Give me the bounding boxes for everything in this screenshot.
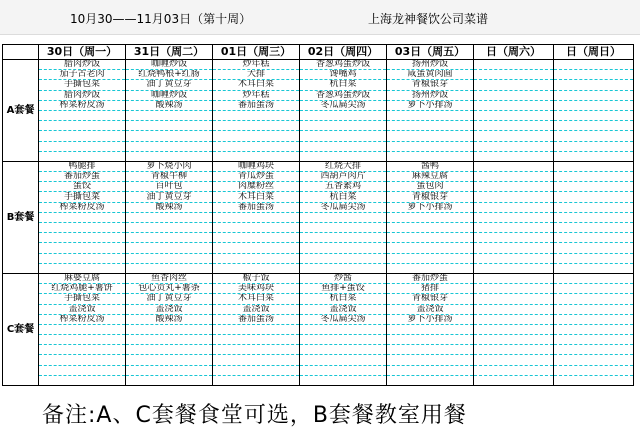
dish-cell [474,335,554,345]
dish-cell: 鱼香肉丝 [126,273,213,283]
table-row [3,365,634,375]
dish-cell: 杭白菜 [300,80,387,90]
dish-cell [300,365,387,375]
dish-cell [126,324,213,334]
dish-cell [387,243,474,253]
dish-cell [474,90,554,100]
table-row [3,100,634,110]
dish-cell [300,355,387,365]
menu-table [2,44,634,386]
dish-cell [387,141,474,151]
table-row [3,294,634,304]
dish-cell: 青椒银芽 [387,294,474,304]
dish-cell [474,212,554,222]
table-row [3,223,634,233]
dish-cell [39,335,126,345]
dish-cell [474,80,554,90]
table-row [3,273,634,283]
dish-cell [474,192,554,202]
dish-cell: 冬瓜扁尖汤 [300,202,387,212]
dish-cell: 榨菜粉皮汤 [39,314,126,324]
dish-cell [474,141,554,151]
dish-cell: 酸辣汤 [126,314,213,324]
dish-cell [387,212,474,222]
dish-cell: 茄子古老肉 [39,70,126,80]
table-row [3,110,634,120]
day-header: 30日（周一） [39,45,126,60]
dish-cell: 咖喱炒饭 [126,90,213,100]
dish-cell: 香葱鸡蛋炒饭 [300,60,387,70]
dish-cell [474,110,554,120]
dish-cell [474,60,554,70]
dish-cell [554,110,634,120]
dish-cell [387,110,474,120]
dish-cell: 油丁黄豆芽 [126,294,213,304]
dish-cell [554,100,634,110]
dish-cell [387,233,474,243]
dish-cell [300,223,387,233]
dish-cell: 肉糜粉丝 [213,182,300,192]
dish-cell [39,345,126,355]
day-header: 31日（周二） [126,45,213,60]
dish-cell [554,284,634,294]
dish-cell: 扬州炒饭 [387,90,474,100]
dish-cell [39,253,126,263]
table-row [3,335,634,345]
day-header: 日（周六） [474,45,554,60]
dish-cell: 酸辣汤 [126,100,213,110]
company-title: 上海龙神餐饮公司菜谱 [368,12,489,26]
dish-cell [300,121,387,131]
dish-cell [554,243,634,253]
dish-cell [387,151,474,161]
dish-cell: 萝卜小排汤 [387,100,474,110]
dish-cell [474,182,554,192]
dish-cell: 红烧鸡腿+薯饼 [39,284,126,294]
sheet-header [0,0,640,35]
dish-cell [300,324,387,334]
dish-cell [126,365,213,375]
dish-cell [387,121,474,131]
dish-cell [554,182,634,192]
dish-cell: 炒年糕 [213,90,300,100]
dish-cell [554,345,634,355]
dish-cell: 包心贡丸+薯条 [126,284,213,294]
dish-cell: 大排 [213,70,300,80]
dish-cell [213,110,300,120]
dish-cell [39,324,126,334]
dish-cell [126,151,213,161]
table-row [3,263,634,273]
dish-cell [213,263,300,273]
table-row [3,253,634,263]
dish-cell [474,355,554,365]
dish-cell [300,253,387,263]
dish-cell [474,100,554,110]
dish-cell [554,121,634,131]
dish-cell [387,263,474,273]
table-row [3,131,634,141]
dish-cell [554,192,634,202]
dish-cell [474,284,554,294]
dish-cell [126,263,213,273]
dish-cell [213,324,300,334]
dish-cell [554,223,634,233]
table-row [3,60,634,70]
dish-cell [474,121,554,131]
dish-cell: 青椒银芽 [387,192,474,202]
dish-cell [213,121,300,131]
dish-cell [554,375,634,385]
dish-cell [39,151,126,161]
dish-cell: 蛋饺 [39,182,126,192]
dish-cell [474,294,554,304]
dish-cell: 椒子饭 [213,273,300,283]
dish-cell [300,151,387,161]
dish-cell [474,253,554,263]
dish-cell [213,365,300,375]
dish-cell [126,335,213,345]
dish-cell [474,70,554,80]
dish-cell: 咖喱炒饭 [126,60,213,70]
dish-cell [213,233,300,243]
dish-cell [126,110,213,120]
dish-cell [474,172,554,182]
table-row [3,314,634,324]
dish-cell [387,223,474,233]
dish-cell [39,110,126,120]
dish-cell: 猪排 [387,284,474,294]
dish-cell [213,131,300,141]
dish-cell [300,263,387,273]
dish-cell [126,223,213,233]
dish-cell: 腊肉炒饭 [39,90,126,100]
dish-cell [554,161,634,171]
dish-cell: 番茄炒蛋 [39,172,126,182]
dish-cell [213,212,300,222]
dish-cell [39,365,126,375]
dish-cell: 馋嘴鸡 [300,70,387,80]
dish-cell: 番茄蛋汤 [213,314,300,324]
dish-cell: 蛋包肉 [387,182,474,192]
table-row [3,284,634,294]
day-header: 日（周日） [554,45,634,60]
dish-cell [554,151,634,161]
dish-cell: 美味鸡块 [213,284,300,294]
dish-cell: 盖浇饭 [39,304,126,314]
dish-cell [126,141,213,151]
dish-cell: 油丁黄豆芽 [126,192,213,202]
dish-cell [126,233,213,243]
footnote: 备注:A、C套餐食堂可选，B套餐教室用餐 [42,403,467,428]
dish-cell: 五香素鸡 [300,182,387,192]
dish-cell: 木耳白菜 [213,192,300,202]
dish-cell [474,233,554,243]
dish-cell: 红烧大排 [300,161,387,171]
dish-cell: 盖浇饭 [126,304,213,314]
dish-cell: 麻辣豆腐 [387,172,474,182]
dish-cell [39,355,126,365]
table-row [3,151,634,161]
dish-cell: 酸辣汤 [126,202,213,212]
dish-cell [554,60,634,70]
dish-cell [300,375,387,385]
dish-cell [387,335,474,345]
table-row [3,192,634,202]
table-row [3,182,634,192]
dish-cell [387,375,474,385]
dish-cell [554,324,634,334]
dish-cell [126,212,213,222]
dish-cell [126,243,213,253]
dish-cell: 酱鸭 [387,161,474,171]
dish-cell [213,141,300,151]
dish-cell: 青瓜炒蛋 [213,172,300,182]
dish-cell: 番茄炒蛋 [387,273,474,283]
dish-cell [554,263,634,273]
table-row [3,141,634,151]
dish-cell: 萝卜小排汤 [387,314,474,324]
dish-cell [300,212,387,222]
dish-cell [213,335,300,345]
table-row [3,161,634,171]
dish-cell: 腊肉炒饭 [39,60,126,70]
dish-cell [39,212,126,222]
dish-cell [554,202,634,212]
dish-cell: 盖浇饭 [387,304,474,314]
day-header-row [3,45,634,60]
dish-cell: 咖喱鸡块 [213,161,300,171]
dish-cell [126,345,213,355]
dish-cell: 香葱鸡蛋炒饭 [300,90,387,100]
dish-cell [554,172,634,182]
table-row [3,80,634,90]
dish-cell [387,355,474,365]
dish-cell [554,273,634,283]
menu-sheet [0,34,640,394]
dish-cell [300,345,387,355]
dish-cell [39,243,126,253]
dish-cell [474,263,554,273]
dish-cell: 木耳白菜 [213,80,300,90]
dish-cell [554,90,634,100]
dish-cell: 青椒牛柳 [126,172,213,182]
table-row [3,345,634,355]
dish-cell [39,233,126,243]
dish-cell [474,243,554,253]
table-row [3,90,634,100]
dish-cell [126,121,213,131]
dish-cell: 麻婆豆腐 [39,273,126,283]
table-row [3,172,634,182]
dish-cell: 青椒银芽 [387,80,474,90]
dish-cell [474,324,554,334]
dish-cell [387,345,474,355]
dish-cell: 番茄蛋汤 [213,202,300,212]
dish-cell [554,233,634,243]
dish-cell: 炒年糕 [213,60,300,70]
dish-cell: 鸭腿排 [39,161,126,171]
meal-label: B套餐 [3,161,39,273]
dish-cell [300,243,387,253]
dish-cell [126,253,213,263]
dish-cell [387,324,474,334]
dish-cell: 盖浇饭 [213,304,300,314]
dish-cell: 手撕包菜 [39,294,126,304]
dish-cell [554,294,634,304]
dish-cell [126,131,213,141]
dish-cell [554,365,634,375]
dish-cell [213,345,300,355]
dish-cell [387,365,474,375]
dish-cell [126,375,213,385]
dish-cell [474,131,554,141]
dish-cell [554,70,634,80]
dish-cell [39,121,126,131]
dish-cell [474,345,554,355]
dish-cell [554,80,634,90]
dish-cell [300,110,387,120]
dish-cell [126,355,213,365]
dish-cell [474,314,554,324]
table-row [3,202,634,212]
table-row [3,375,634,385]
dish-cell [213,223,300,233]
dish-cell [39,263,126,273]
dish-cell: 木耳白菜 [213,294,300,304]
dish-cell [39,131,126,141]
dish-cell: 榨菜粉皮汤 [39,202,126,212]
dish-cell [474,304,554,314]
table-row [3,324,634,334]
dish-cell [474,375,554,385]
dish-cell [474,273,554,283]
table-row [3,70,634,80]
dish-cell: 萝卜小排汤 [387,202,474,212]
dish-cell: 炒酱 [300,273,387,283]
dish-cell: 手撕包菜 [39,192,126,202]
dish-cell: 冬瓜扁尖汤 [300,314,387,324]
dish-cell [474,365,554,375]
dish-cell [554,355,634,365]
dish-cell: 西葫芦肉片 [300,172,387,182]
dish-cell: 萝卜烧小肉 [126,161,213,171]
dish-cell: 番茄蛋汤 [213,100,300,110]
dish-cell [39,375,126,385]
dish-cell: 咸蛋黄肉圆 [387,70,474,80]
dish-cell [213,355,300,365]
table-row [3,243,634,253]
dish-cell: 鱼排+蛋饺 [300,284,387,294]
dish-cell [213,375,300,385]
dish-cell [474,161,554,171]
dish-cell [554,253,634,263]
dish-cell [474,202,554,212]
meal-label: A套餐 [3,60,39,162]
table-row [3,355,634,365]
dish-cell [39,141,126,151]
corner-cell [3,45,39,60]
dish-cell: 红烧鸭根+红肠 [126,70,213,80]
day-header: 01日（周三） [213,45,300,60]
dish-cell [387,131,474,141]
dish-cell: 冬瓜扁尖汤 [300,100,387,110]
dish-cell: 手撕包菜 [39,80,126,90]
table-row [3,121,634,131]
dish-cell [554,304,634,314]
dish-cell [474,151,554,161]
week-title: 10月30——11月03日（第十周） [70,12,252,26]
dish-cell [213,243,300,253]
dish-cell [554,141,634,151]
dish-cell [474,223,554,233]
dish-cell: 盖浇饭 [300,304,387,314]
dish-cell: 杭白菜 [300,192,387,202]
dish-cell [213,253,300,263]
dish-cell [554,335,634,345]
table-row [3,212,634,222]
dish-cell [39,223,126,233]
table-row [3,304,634,314]
dish-cell [554,212,634,222]
dish-cell: 杭白菜 [300,294,387,304]
dish-cell [213,151,300,161]
dish-cell [387,253,474,263]
meal-label: C套餐 [3,273,39,385]
dish-cell: 百叶包 [126,182,213,192]
day-header: 03日（周五） [387,45,474,60]
day-header: 02日（周四） [300,45,387,60]
dish-cell [300,141,387,151]
dish-cell: 榨菜粉皮汤 [39,100,126,110]
dish-cell: 油丁黄豆芽 [126,80,213,90]
dish-cell [300,131,387,141]
dish-cell [300,335,387,345]
dish-cell [554,131,634,141]
dish-cell [300,233,387,243]
dish-cell [554,314,634,324]
table-row [3,233,634,243]
dish-cell: 扬州炒饭 [387,60,474,70]
